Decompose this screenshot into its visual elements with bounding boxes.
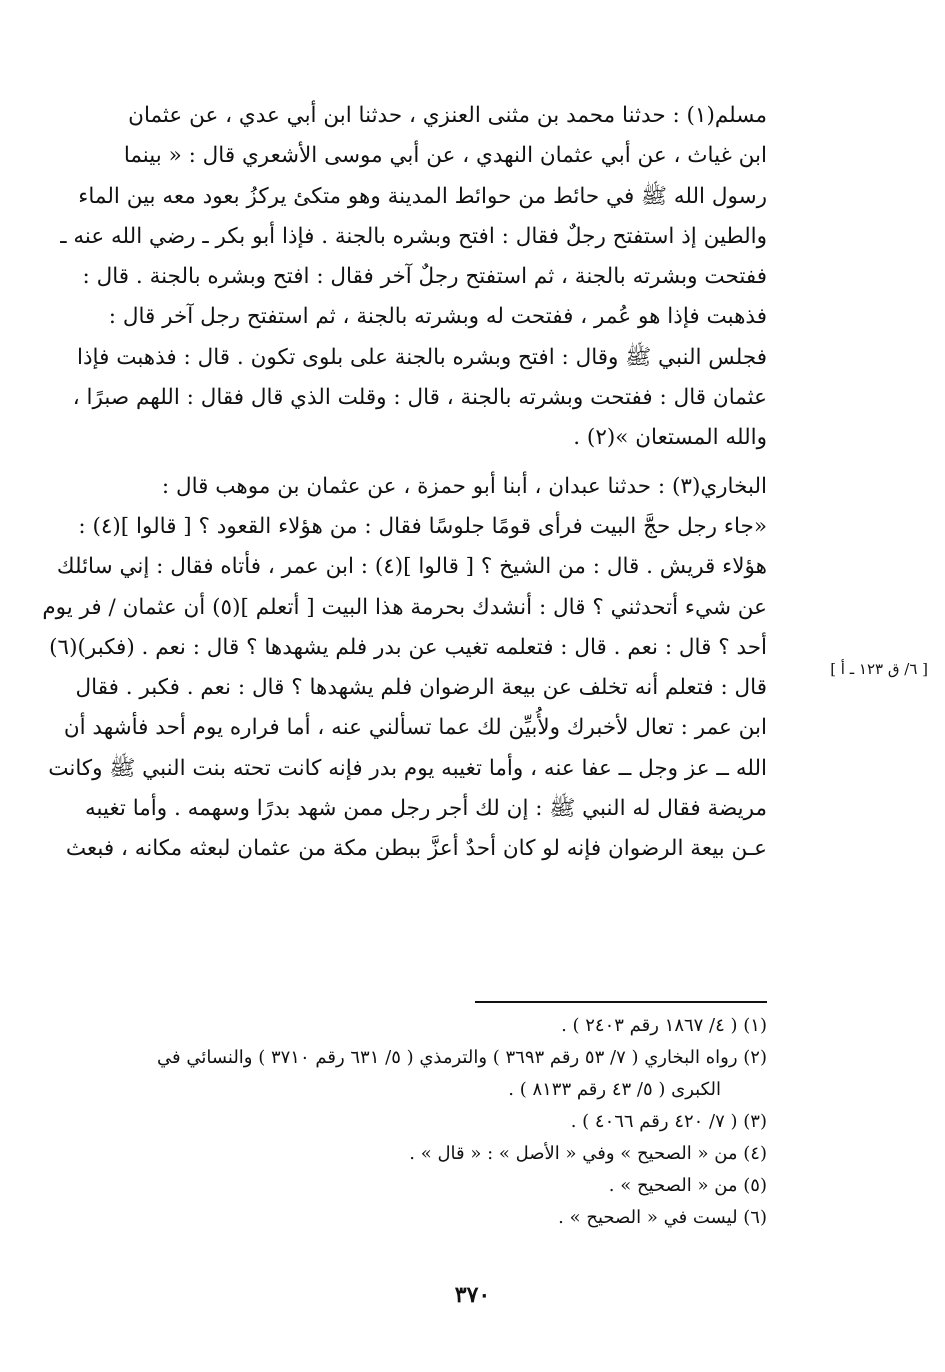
footnote-divider — [475, 1001, 767, 1003]
text-line: فذهبت فإذا هو عُمر ، ففتحت له وبشرته بالجنة ، ثم استفتح رجل آخر قال : — [108, 304, 767, 330]
text-line: قال : فتعلم أنه تخلف عن بيعة الرضوان فلم يشهدها ؟ قال : نعم . فكبر . فقال — [75, 675, 767, 701]
text-line: ففتحت وبشرته بالجنة ، ثم استفتح رجلٌ آخر فقال : افتح وبشره بالجنة . قال : — [82, 264, 767, 290]
footnote: (١) ( ٤/ ١٨٦٧ رقم ٢٤٠٣ ) . — [561, 1015, 767, 1036]
footnote: (٤) من « الصحيح » وفي « الأصل » : « قال » . — [409, 1143, 767, 1164]
text-line: عن شيء أتحدثني ؟ قال : أنشدك بحرمة هذا البيت [ أتعلم ](٥) أن عثمان / فر يوم — [42, 594, 767, 620]
text-line: عـن بيعة الرضوان فإنه لو كان أحدٌ أعزَّ ببطن مكة من عثمان لبعثه مكانه ، فبعث — [65, 836, 767, 862]
text-line: رسول الله ﷺ في حائط من حوائط المدينة وهو متكئ يركزُ بعود معه بين الماء — [78, 183, 767, 209]
text-line: أحد ؟ قال : نعم . قال : فتعلمه تغيب عن بدر فلم يشهدها ؟ قال : نعم . (فكبر)(٦) — [49, 634, 767, 660]
footnote: (٢) رواه البخاري ( ٧/ ٥٣ رقم ٣٦٩٣ ) والترمذي ( ٥/ ٦٣١ رقم ٣٧١٠ ) والنسائي في — [157, 1047, 767, 1068]
text-line: هؤلاء قريش . قال : من الشيخ ؟ [ قالوا ](٤) : ابن عمر ، فأتاه فقال : إني سائلك — [56, 554, 767, 580]
footnote: (٣) ( ٧/ ٤٢٠ رقم ٤٠٦٦ ) . — [570, 1111, 767, 1132]
text-line: والله المستعان »(٢) . — [573, 425, 767, 451]
main-text — [22, 96, 767, 870]
text-line: الله ــ عز وجل ــ عفا عنه ، وأما تغيبه يوم بدر فإنه كانت تحته بنت النبي ﷺ وكانت — [48, 755, 767, 781]
text-line: ابن عمر : تعال لأخبرك ولأُبيِّن لك عما تسألني عنه ، أما فراره يوم أحد فأشهد أن — [63, 715, 767, 741]
text-line: «جاء رجل حجَّ البيت فرأى قومًا جلوسًا فقال : من هؤلاء القعود ؟ [ قالوا ](٤) : — [78, 513, 767, 539]
page-number: ٣٧٠ — [454, 1282, 491, 1308]
text-line: عثمان قال : ففتحت وبشرته بالجنة ، قال : وقلت الذي قال فقال : اللهم صبرًا ، — [72, 385, 767, 411]
text-line: والطين إذ استفتح رجلٌ فقال : افتح وبشره بالجنة . فإذا أبو بكر ـ رضي الله عنه ـ — [60, 223, 767, 249]
footnote-continuation: الكبرى ( ٥/ ٤٣ رقم ٨١٣٣ ) . — [508, 1079, 721, 1100]
footnotes — [22, 1010, 767, 1234]
text-line: ابن غياث ، عن أبي عثمان النهدي ، عن أبي موسى الأشعري قال : « بينما — [123, 143, 767, 169]
text-line: البخاري(٣) : حدثنا عبدان ، أبنا أبو حمزة ، عن عثمان بن موهب قال : — [161, 473, 767, 499]
footnote: (٦) ليست في « الصحيح » . — [558, 1207, 767, 1228]
text-line: فجلس النبي ﷺ وقال : افتح وبشره بالجنة على بلوى تكون . قال : فذهبت فإذا — [77, 344, 767, 370]
manuscript-folio-note: [ ٦/ ق ١٢٣ ـ أ ] — [830, 660, 928, 678]
footnote: (٥) من « الصحيح » . — [608, 1175, 767, 1196]
text-line: مسلم(١) : حدثنا محمد بن مثنى العنزي ، حدثنا ابن أبي عدي ، عن عثمان — [128, 103, 767, 128]
text-line: مريضة فقال له النبي ﷺ : إن لك أجر رجل ممن شهد بدرًا وسهمه . وأما تغيبه — [85, 796, 767, 822]
